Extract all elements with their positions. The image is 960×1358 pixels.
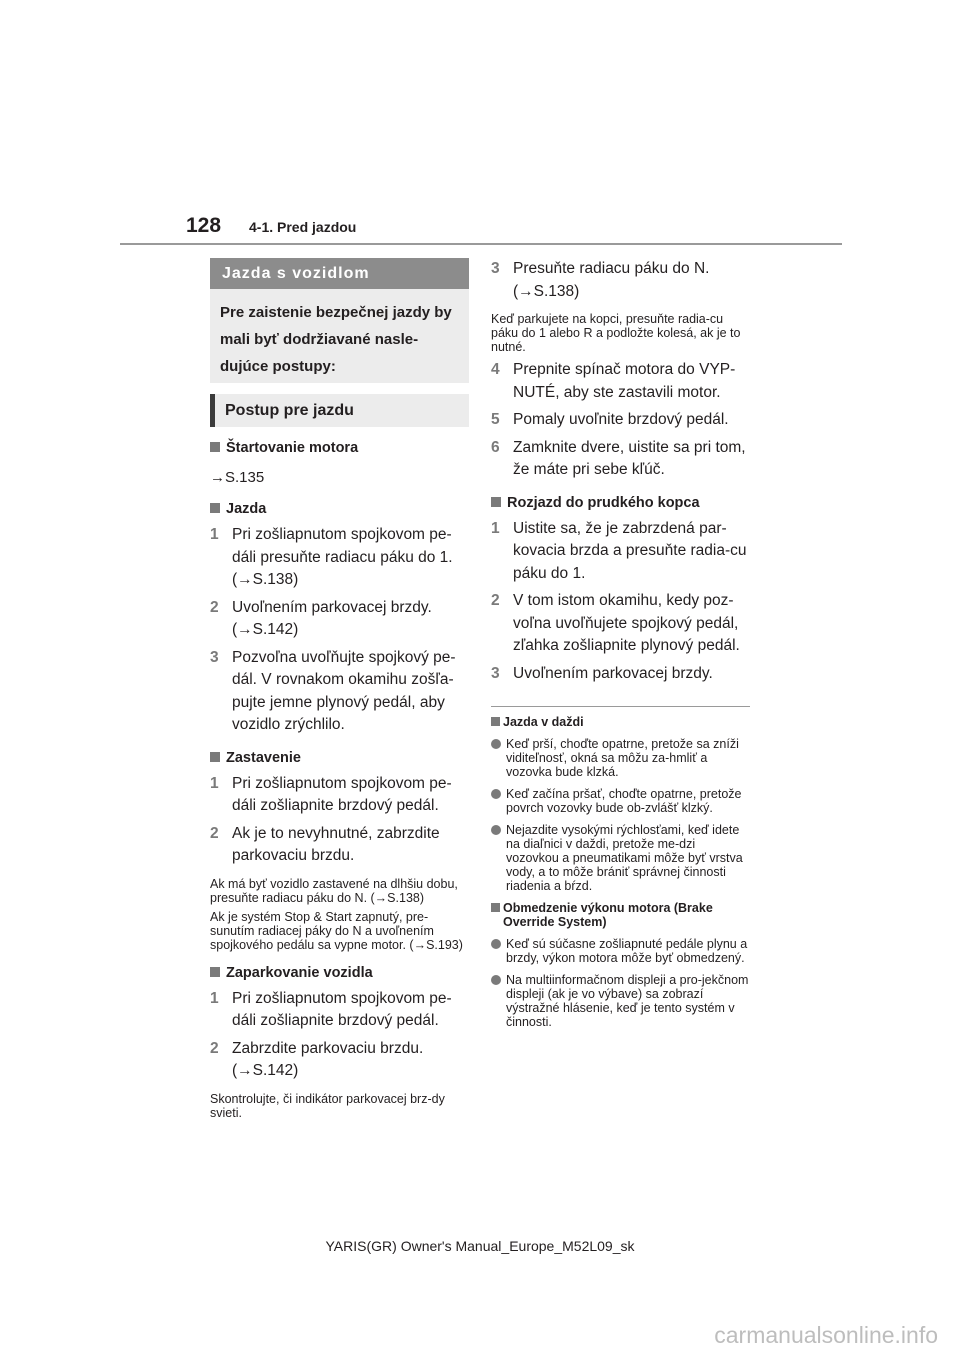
step-item — [491, 359, 750, 404]
circle-bullet-icon — [491, 739, 501, 749]
step-number: 5 — [491, 411, 500, 428]
step-text: Zabrzdite parkovaciu brzdu. (→S.142) — [232, 1039, 424, 1079]
step-item — [210, 1038, 469, 1083]
bullet-list — [491, 937, 750, 1029]
square-bullet-icon — [210, 752, 220, 762]
circle-bullet-icon — [491, 789, 501, 799]
step-text: Uistite sa, že je zabrzdená par-kovacia brzda a presuňte radia-cu páku do 1. — [513, 519, 747, 582]
step-text: V tom istom okamihu, kedy poz-voľna uvoľňujete spojkový pedál, zľahka zošliapnite plynový pedál. — [513, 592, 740, 654]
square-bullet-icon — [491, 497, 501, 507]
square-bullet-icon — [491, 903, 500, 912]
step-item — [210, 773, 469, 818]
bullet-text: Keď prší, choďte opatrne, pretože sa zníži viditeľnosť, okná sa môžu za-hmliť a vozovka bude klzká. — [506, 737, 739, 779]
step-text: Ak je to nevyhnutné, zabrzdite parkovaciu brzdu. — [232, 824, 440, 864]
step-text: Pri zošliapnutom spojkovom pe-dáli zošliapnite brzdový pedál. — [232, 774, 452, 814]
heading-parking: Zaparkovanie vozidla — [210, 964, 469, 983]
step-text: Presuňte radiacu páku do N. (→S.138) — [513, 260, 710, 300]
step-number: 3 — [491, 260, 500, 277]
heading-stopping: Zastavenie — [210, 749, 469, 768]
heading-brake-override: Obmedzenie výkonu motora (Brake Override System) — [491, 901, 750, 929]
note: Ak má byť vozidlo zastavené na dlhšiu dobu, presuňte radiacu páku do N. (→S.138) — [210, 876, 458, 905]
step-list — [210, 524, 469, 737]
step-item — [491, 258, 750, 303]
step-item — [210, 823, 469, 868]
step-number: 2 — [210, 598, 219, 616]
step-list — [210, 988, 469, 1083]
step-item — [491, 518, 750, 586]
step-item — [491, 409, 750, 432]
page-number: 128 — [186, 214, 222, 237]
left-column — [210, 258, 469, 1120]
step-number: 2 — [210, 824, 219, 842]
reference: →S.135 — [210, 469, 265, 486]
footer-text: YARIS(GR) Owner's Manual_Europe_M52L09_sk — [325, 1238, 635, 1254]
bullet-text: Keď sú súčasne zošliapnuté pedále plynu a brzdy, výkon motora môže byť obmedzený. — [506, 937, 748, 965]
right-column — [491, 258, 750, 1029]
square-bullet-icon — [210, 967, 220, 977]
circle-bullet-icon — [491, 975, 501, 985]
step-text: Pri zošliapnutom spojkovom pe-dáli zošliapnite brzdový pedál. — [232, 989, 452, 1029]
bullet-text: Na multiinformačnom displeji a pro-jekčnom displeji (ak je vo výbave) sa zobrazí výstražné hlásenie, keď je tento systém v činnosti. — [506, 973, 749, 1029]
section-title: 4-1. Pred jazdou — [249, 219, 357, 235]
bullet-text: Keď začína pršať, choďte opatrne, pretože povrch vozovky bude ob-zvlášť klzký. — [506, 787, 742, 815]
divider — [491, 706, 750, 707]
step-number: 6 — [491, 438, 500, 456]
step-number: 1 — [491, 519, 500, 537]
square-bullet-icon — [210, 442, 220, 452]
note: Skontrolujte, či indikátor parkovacej brz-dy svieti. — [210, 1091, 445, 1120]
bullet-item — [491, 937, 750, 965]
step-number: 3 — [491, 664, 500, 682]
bullet-item — [491, 737, 750, 779]
bullet-item — [491, 787, 750, 815]
step-list — [491, 518, 750, 686]
intro-text: Pre zaistenie bezpečnej jazdy by mali byť dodržiavané nasle-dujúce postupy: — [210, 289, 469, 383]
step-list — [210, 773, 469, 868]
bullet-list — [491, 737, 750, 893]
subsection-title: Postup pre jazdu — [210, 394, 469, 427]
step-item — [491, 590, 750, 658]
step-number: 2 — [210, 1039, 219, 1057]
step-text: Pomaly uvoľnite brzdový pedál. — [513, 411, 729, 428]
note: Ak je systém Stop & Start zapnutý, pre-sunutím radiacej páky do N a uvoľnením spojkového pedálu sa vypne motor. (→S.193) — [210, 909, 463, 952]
heading-hill-start: Rozjazd do prudkého kopca — [491, 494, 750, 513]
step-text: Zamknite dvere, uistite sa pri tom, že máte pri sebe kľúč. — [513, 438, 746, 478]
bullet-item — [491, 823, 750, 893]
step-item — [491, 437, 750, 482]
step-text: Pozvoľna uvoľňujte spojkový pe-dál. V rovnakom okamihu zošľa-pujte jemne plynový pedál, aby vozidlo zrýchlilo. — [232, 648, 456, 733]
bullet-text: Nejazdite vysokými rýchlosťami, keď idete na diaľnici v daždi, pretože me-dzi vozovkou a pneumatikami môže byť vrstva vody, a to môže brániť správnej činnosti riadenia a bŕzd. — [506, 823, 743, 893]
step-number: 1 — [210, 989, 219, 1007]
step-item — [210, 597, 469, 642]
step-number: 1 — [210, 774, 219, 792]
step-number: 1 — [210, 526, 219, 543]
step-item — [210, 524, 469, 592]
step-number: 2 — [491, 592, 500, 609]
square-bullet-icon — [210, 503, 220, 513]
header-rule — [120, 243, 842, 245]
heading-driving: Jazda — [210, 500, 469, 519]
step-item — [210, 647, 469, 737]
step-list — [491, 359, 750, 482]
step-list — [491, 258, 750, 303]
bullet-item — [491, 973, 750, 1029]
step-text: Pri zošliapnutom spojkovom pe-dáli presuňte radiacu páku do 1. (→S.138) — [232, 526, 453, 588]
heading-rain: Jazda v daždi — [491, 715, 750, 729]
step-text: Uvoľnením parkovacej brzdy. (→S.142) — [232, 598, 432, 638]
step-item — [491, 663, 750, 686]
banner-title: Jazda s vozidlom — [210, 258, 469, 289]
watermark: carmanualsonline.info — [714, 1322, 938, 1348]
circle-bullet-icon — [491, 825, 501, 835]
step-number: 3 — [210, 648, 219, 666]
circle-bullet-icon — [491, 939, 501, 949]
step-item — [210, 988, 469, 1033]
step-number: 4 — [491, 361, 500, 378]
square-bullet-icon — [491, 717, 500, 726]
step-text: Uvoľnením parkovacej brzdy. — [513, 664, 713, 682]
note: Keď parkujete na kopci, presuňte radia-cu páku do 1 alebo R a podložte kolesá, ak je to nutné. — [491, 312, 741, 354]
heading-start-engine: Štartovanie motora — [210, 439, 469, 458]
step-text: Prepnite spínač motora do VYP-NUTÉ, aby ste zastavili motor. — [513, 361, 736, 401]
